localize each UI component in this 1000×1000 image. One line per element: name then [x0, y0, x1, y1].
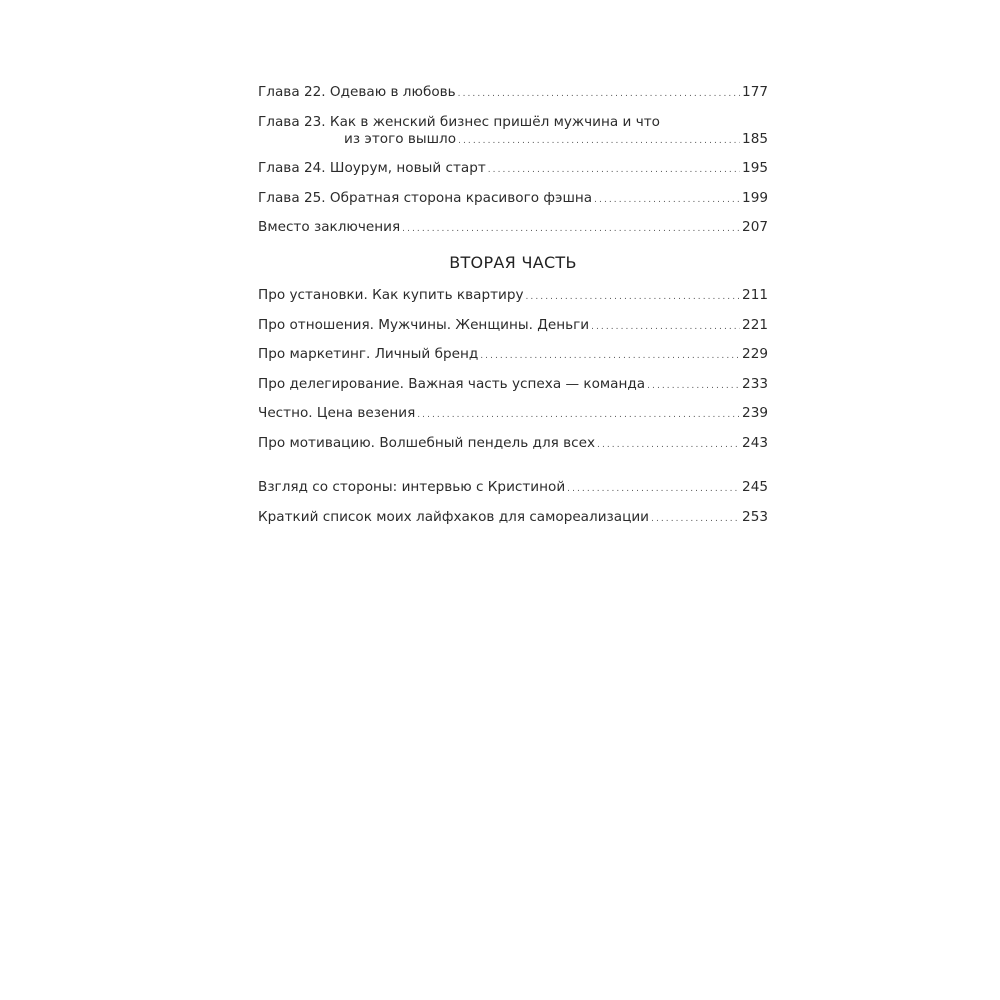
toc-entry-title: Про делегирование. Важная часть успеха — команда [258, 375, 646, 392]
toc-entry-page: 207 [742, 219, 768, 235]
toc-entry-page: 185 [742, 130, 768, 147]
spacer [258, 464, 768, 479]
toc-entry-title: Краткий список моих лайфхаков для самореализации [258, 508, 650, 525]
toc-entry-luck [258, 405, 768, 421]
toc-entry-page: 177 [742, 84, 768, 100]
toc-entry-page: 233 [742, 375, 768, 392]
table-of-contents [258, 84, 768, 538]
toc-entry-page: 243 [742, 434, 768, 451]
dot-leader [597, 435, 740, 451]
toc-entry-title: Глава 25. Обратная сторона красивого фэшна [258, 189, 593, 206]
dot-leader [402, 219, 740, 235]
toc-entry-page: 211 [742, 287, 768, 303]
toc-entry-title: Про отношения. Мужчины. Женщины. Деньги [258, 316, 590, 333]
toc-entry-relationships [258, 317, 768, 333]
toc-entry-marketing [258, 346, 768, 362]
toc-entry-title: Взгляд со стороны: интервью с Кристиной [258, 479, 566, 495]
toc-entry-title: Честно. Цена везения [258, 405, 416, 421]
dot-leader [594, 190, 740, 206]
toc-entry-delegation [258, 376, 768, 392]
toc-entry-conclusion [258, 219, 768, 235]
toc-entry-title: Вместо заключения [258, 219, 401, 235]
toc-entry-title-line2: из этого вышло [344, 130, 457, 147]
dot-leader [480, 346, 740, 362]
toc-entry-chapter-22 [258, 84, 768, 100]
dot-leader [417, 405, 740, 421]
toc-entry-motivation [258, 435, 768, 451]
toc-entry-chapter-25 [258, 190, 768, 206]
toc-entry-title: Про маркетинг. Личный бренд [258, 346, 479, 362]
toc-entry-chapter-23 [258, 114, 768, 147]
toc-entry-page: 229 [742, 346, 768, 362]
toc-entry-chapter-24 [258, 160, 768, 176]
toc-entry-page: 195 [742, 160, 768, 176]
dot-leader [651, 509, 740, 525]
toc-entry-lifehacks [258, 509, 768, 525]
dot-leader [458, 131, 740, 147]
toc-entry-page: 221 [742, 316, 768, 333]
dot-leader [591, 317, 740, 333]
toc-entry-page: 199 [742, 189, 768, 206]
section-heading-part-two: ВТОРАЯ ЧАСТЬ [449, 253, 577, 272]
dot-leader [488, 160, 740, 176]
dot-leader [567, 479, 740, 495]
dot-leader [647, 376, 740, 392]
toc-entry-page: 253 [742, 508, 768, 525]
toc-entry-mindset [258, 287, 768, 303]
toc-entry-page: 239 [742, 405, 768, 421]
toc-entry-page: 245 [742, 479, 768, 495]
toc-entry-title-line1: Глава 23. Как в женский бизнес пришёл мужчина и что [258, 113, 660, 130]
dot-leader [458, 84, 740, 100]
toc-entry-title: Глава 24. Шоурум, новый старт [258, 160, 486, 176]
dot-leader [526, 287, 741, 303]
toc-entry-title: Про мотивацию. Волшебный пендель для всех [258, 434, 596, 451]
toc-entry-title: Про установки. Как купить квартиру [258, 287, 524, 303]
toc-entry-interview [258, 479, 768, 495]
toc-entry-title: Глава 22. Одеваю в любовь [258, 84, 456, 100]
